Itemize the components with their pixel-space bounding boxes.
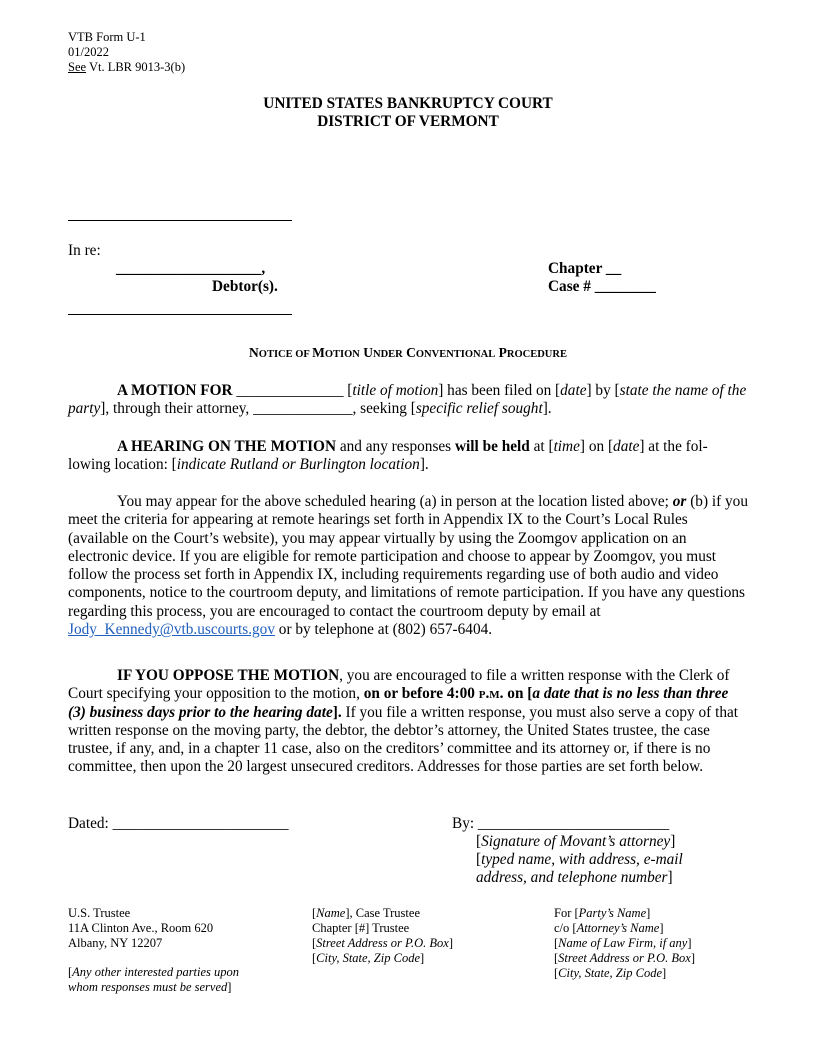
form-reference: See Vt. LBR 9013-3(b) [68,60,186,74]
attorney-info-placeholder: [typed name, with address, e-mail address, and telephone number] [476,851,683,887]
address-case-trustee [312,906,512,966]
address-line: 11A Clinton Ave., Room 620 [68,921,214,935]
chapter-field: Chapter __ [548,260,622,277]
courtroom-deputy-email-link[interactable]: Jody_Kennedy@vtb.uscourts.gov [68,621,275,639]
debtor-label: Debtor(s). [212,278,278,295]
court-title [0,95,816,132]
court-district: DISTRICT OF VERMONT [317,113,499,131]
notice-title: NOTICE OF MOTION UNDER CONVENTIONAL PROCEDURE [249,345,567,360]
address-line: For [Party’s Name] [554,906,651,920]
court-name: UNITED STATES BANKRUPTCY COURT [263,95,553,112]
address-us-trustee [68,906,268,995]
debtor-name-blank: ___________________, [116,260,266,277]
form-date: 01/2022 [68,45,109,59]
other-parties-note: [Any other interested parties upon whom responses must be served] [68,965,240,994]
remote-appearance-paragraph: You may appear for the above scheduled hearing (a) in person at the location listed above; or (b) if you meet the criteria for appearing at remote hearings set forth in Appendix IX to the Court’s Local Rules (available on the Court’s website), you may appear virtually by using the Zoomgov application on an electronic device. If you are eligible for remote participation and choose to appear by Zoomgov, you must follow the process set forth in Appendix IX, including requirements regarding use of both audio and video components, notice to the courtroom deputy, and limitations of remote participation. If you have any questions regarding this process, you are encouraged to contact the courtroom deputy by email at Jody_Kennedy@vtb.uscourts.gov or by telephone at (802) 657-6404. [68,493,748,639]
opposition-paragraph: IF YOU OPPOSE THE MOTION, you are encouraged to file a written response with the Clerk of Court specifying your opposition to the motion, on or before 4:00 p.m. on [a date that is no less than three (3) business days prior to the hearing date]. If you file a written response, you must also serve a copy of that written response on the moving party, the debtor, the debtor’s attorney, the United States trustee, the case trustee, if any, and, in a chapter 11 case, also on the creditors’ committee and its attorney or, if there is no committee, then upon the 20 largest unsecured creditors. Addresses for those parties are set forth below. [68,667,739,776]
address-line: Chapter [#] Trustee [312,921,410,935]
form-header [68,30,185,75]
address-line: [City, State, Zip Code] [554,966,667,980]
motion-paragraph: A MOTION FOR ______________ [title of motion] has been filed on [date] by [state the name of the party], through their attorney, _____________, seeking [specific relief sought]. [68,382,747,418]
dated-line: Dated: _______________________ [68,815,289,832]
address-line: [City, State, Zip Code] [312,951,425,965]
address-line: [Street Address or P.O. Box] [312,936,453,950]
by-signature-line: By: _________________________ [452,815,670,832]
caption-top-rule [68,220,292,221]
case-number-field: Case # ________ [548,278,656,295]
address-line: [Street Address or P.O. Box] [554,951,695,965]
hearing-paragraph: A HEARING ON THE MOTION and any responses will be held at [time] on [date] at the fol-lowing location: [indicate Rutland or Burlington location]. [68,438,708,474]
in-re-label: In re: [68,242,101,259]
address-line: [Name], Case Trustee [312,906,420,920]
address-line: U.S. Trustee [68,906,131,920]
address-movant-party [554,906,754,981]
address-line: Albany, NY 12207 [68,936,163,950]
caption-bottom-rule [68,314,292,315]
address-line: [Name of Law Firm, if any] [554,936,692,950]
signature-placeholder: [Signature of Movant’s attorney] [476,833,676,850]
form-id: VTB Form U-1 [68,30,146,44]
address-line: c/o [Attorney’s Name] [554,921,664,935]
